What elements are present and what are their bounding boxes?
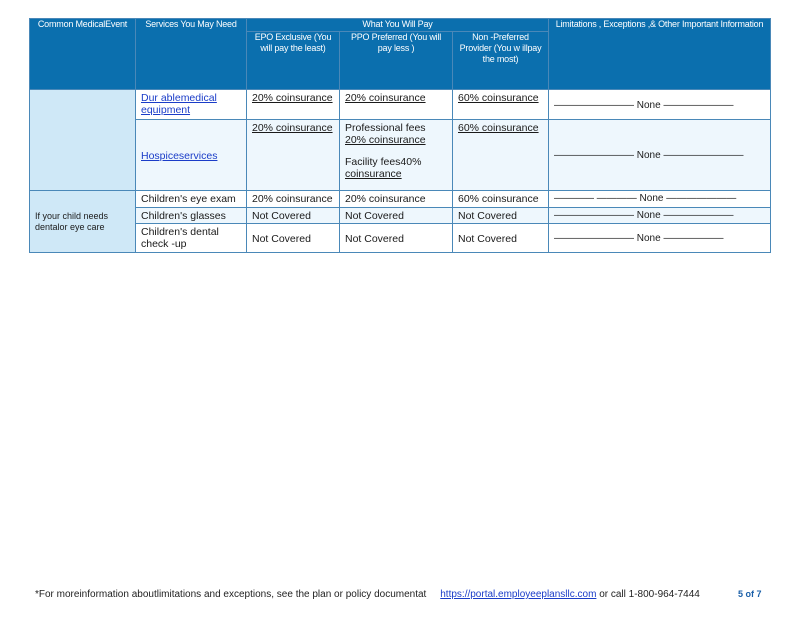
ppo-professional-label: Professional fees	[345, 122, 426, 134]
header-epo: EPO Exclusive (You will pay the least)	[247, 32, 340, 90]
service-eye-exam: Children's eye exam	[136, 191, 247, 208]
non-preferred-cost: Not Covered	[453, 208, 549, 224]
footer-note	[35, 589, 775, 600]
footer-call: or call 1-800-964-7444	[599, 589, 700, 600]
non-preferred-cost: 60% coinsurance	[453, 191, 549, 208]
epo-cost: 20% coinsurance	[252, 122, 333, 134]
coverage-table	[29, 18, 771, 253]
epo-cost: 20% coinsurance	[252, 92, 333, 104]
event-cell-empty	[30, 90, 136, 191]
footer-portal-link[interactable]: https://portal.employeeplansllc.com	[440, 589, 597, 600]
footer-text: *For moreinformation aboutlimitations and exceptions, see the plan or policy documentat	[35, 589, 427, 600]
header-limitations: Limitations , Exceptions ,& Other Important Information	[549, 19, 771, 90]
service-dental: Children's dental check -up	[136, 224, 247, 253]
epo-cost: Not Covered	[247, 208, 340, 224]
limitations-text: ———————— None ——————	[549, 224, 771, 253]
non-preferred-cost: Not Covered	[453, 224, 549, 253]
ppo-facility-cost: coinsurance	[345, 168, 402, 180]
ppo-professional-cost: 20% coinsurance	[345, 134, 426, 146]
non-preferred-cost: 60% coinsurance	[458, 122, 539, 134]
ppo-cost: Not Covered	[340, 224, 453, 253]
event-child-care: If your child needs dentalor eye care	[30, 191, 136, 253]
non-preferred-cost: 60% coinsurance	[458, 92, 539, 104]
header-non-preferred: Non -Preferred Provider (You w illpay the most)	[453, 32, 549, 90]
header-common-medical-event: Common MedicalEvent	[30, 19, 136, 90]
limitations-text: ———————— None ———————	[549, 208, 771, 224]
header-services: Services You May Need	[136, 19, 247, 90]
page-number: 5 of 7	[738, 589, 762, 599]
ppo-cost: 20% coinsurance	[345, 92, 426, 104]
header-ppo: PPO Preferred (You will pay less )	[340, 32, 453, 90]
header-what-you-will-pay: What You Will Pay	[247, 19, 549, 32]
limitations-text: ———————— None ———————	[549, 90, 771, 120]
epo-cost: 20% coinsurance	[247, 191, 340, 208]
limitations-text: ———— ———— None ———————	[549, 191, 771, 208]
service-link-dme[interactable]: Dur ablemedical equipment	[141, 92, 217, 116]
service-glasses: Children's glasses	[136, 208, 247, 224]
ppo-cost: 20% coinsurance	[340, 191, 453, 208]
ppo-facility-label: Facility fees40%	[345, 156, 422, 168]
service-link-hospice[interactable]: Hospiceservices	[141, 150, 218, 162]
ppo-cost: Not Covered	[340, 208, 453, 224]
limitations-text: ———————— None ————————	[549, 120, 771, 191]
epo-cost: Not Covered	[247, 224, 340, 253]
